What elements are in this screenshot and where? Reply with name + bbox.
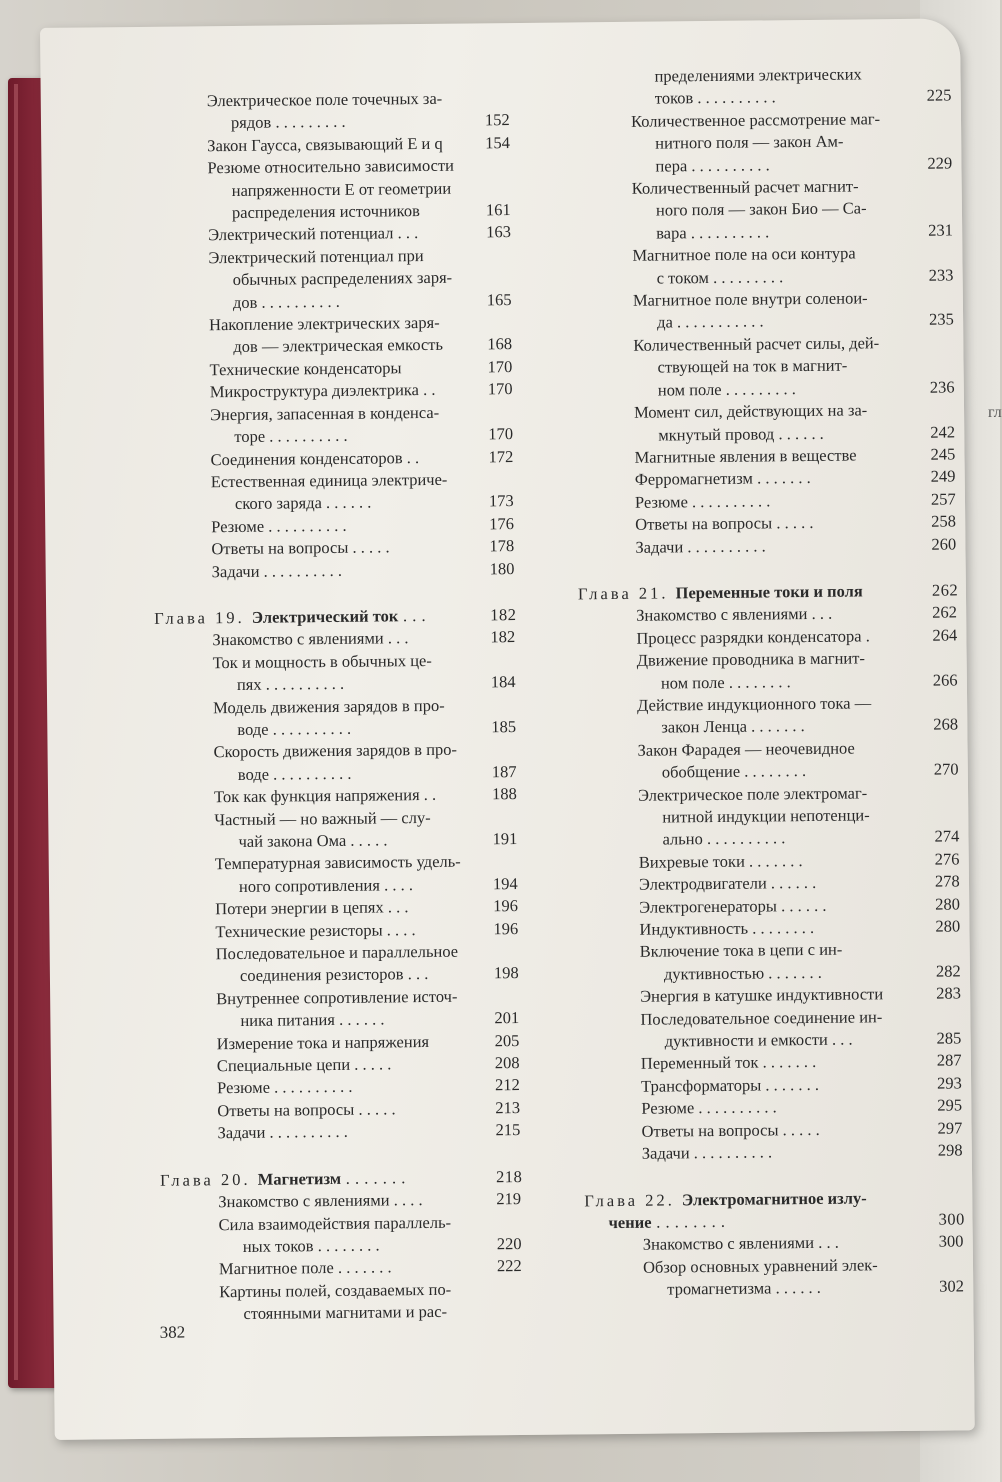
chapter-label: Глава 20.: [159, 1169, 258, 1190]
toc-entry-text: Количественный расчет магнит-: [631, 176, 859, 198]
toc-entry-text: Электрическое поле электромаг-: [637, 782, 868, 805]
toc-entry-line: [210, 401, 532, 427]
toc-entry: [579, 691, 977, 740]
toc-entry-line: [635, 533, 975, 559]
toc-entry-line: [214, 761, 536, 787]
toc-entry-text: Скорость движения зарядов в про-: [213, 740, 458, 762]
toc-entry-text: воде . . . . . . . . . .: [237, 718, 352, 739]
toc-entry-line: [643, 1275, 983, 1301]
toc-entry: [154, 557, 534, 583]
toc-page-number: 249: [930, 466, 956, 487]
toc-entry: [575, 331, 974, 402]
toc-entry-line: [208, 177, 530, 203]
toc-entry: [585, 1253, 983, 1302]
toc-entry: [151, 311, 531, 360]
toc-entry-text: Электрическое поле точечных за-: [206, 88, 443, 111]
toc-entry: [150, 244, 531, 315]
toc-entry-line: [216, 1007, 538, 1033]
toc-page-number: 219: [496, 1189, 522, 1209]
toc-entry-text: закон Ленца . . . . . . .: [661, 716, 805, 737]
toc-entry-text: Измерение тока и напряжения: [216, 1031, 430, 1053]
toc-page-number: 268: [933, 714, 959, 735]
toc-entry-text: Магнитное поле . . . . . . .: [218, 1257, 392, 1279]
toc-page-number: 220: [496, 1233, 522, 1254]
toc-entry-text: Последовательное и параллельное: [215, 941, 459, 964]
toc-entry-line: [217, 1119, 539, 1145]
toc-entry-text: нитного поля — закон Ам-: [655, 131, 844, 153]
chapter-title: Электрический ток: [251, 606, 399, 627]
toc-page-number: 154: [485, 132, 511, 153]
toc-entry-text: торе . . . . . . . . . .: [234, 425, 348, 447]
toc-entry-line: [213, 716, 535, 742]
toc-page-number: 229: [927, 153, 953, 173]
chapter-leader: . . . . . . .: [341, 1167, 406, 1188]
toc-entry-line: [219, 1300, 541, 1326]
toc-page-number: 170: [488, 424, 514, 444]
toc-page-number: 163: [486, 222, 512, 242]
toc-entry-text: чай закона Ома . . . . .: [238, 830, 388, 851]
toc-entry-text: Резюме . . . . . . . . . .: [634, 491, 771, 512]
toc-page-number: 297: [937, 1118, 963, 1138]
toc-entry: [159, 1119, 539, 1145]
toc-entry-text: Ток и мощность в обычных це-: [212, 650, 432, 672]
toc-entry-text: Знакомство с явлениями . . . .: [218, 1190, 423, 1212]
toc-entry-text: Задачи . . . . . . . . . .: [217, 1122, 348, 1143]
toc-entry-text: Закон Гаусса, связывающий E и q: [207, 133, 443, 156]
toc-page-number: 283: [936, 983, 962, 1003]
toc-page-number: 165: [486, 289, 512, 309]
toc-entry-text: Энергия в катушке индуктивности: [640, 984, 884, 1007]
toc-entry-line: [207, 87, 529, 113]
toc-entry-text: напряженности E от геометрии: [231, 178, 452, 200]
toc-page-number: 298: [937, 1140, 963, 1160]
toc-entry-line: [213, 671, 535, 697]
toc-entry-text: Задачи . . . . . . . . . .: [635, 535, 766, 557]
toc-entry-text: Процесс разрядки конденсатора .: [636, 626, 870, 648]
toc-entry-text: Включение тока в цепи с ин-: [639, 940, 843, 962]
toc-entry: [579, 736, 977, 785]
toc-entry-line: [212, 557, 534, 583]
toc-entry-text: Обзор основных уравнений элек-: [642, 1255, 878, 1277]
toc-page-number: 233: [928, 265, 954, 285]
toc-entry-text: Технические резисторы . . . .: [215, 919, 416, 941]
toc-entry-text: Знакомство с явлениями . . .: [212, 628, 409, 650]
toc-entry: [149, 87, 529, 136]
toc-page-number: 188: [491, 784, 517, 804]
toc-entry: [161, 1278, 541, 1327]
toc-page-number: 173: [488, 491, 514, 511]
toc-entry-text: Температурная зависимость удель-: [214, 852, 461, 874]
toc-entry: [155, 738, 535, 787]
toc-entry-text: Картины полей, создаваемых по-: [219, 1279, 452, 1301]
toc-page-number: 302: [939, 1276, 965, 1296]
toc-entry-text: ного поля — закон Био — Са-: [655, 198, 867, 220]
toc-page-number: 196: [493, 918, 519, 938]
toc-entry-text: Момент сил, действующих на за-: [633, 400, 868, 422]
toc-entry-text: дуктивности и емкости . . .: [664, 1029, 853, 1051]
toc-entry-line: [210, 378, 532, 404]
toc-page-number: 235: [929, 309, 954, 330]
toc-entry-text: Частный — но важный — слу-: [214, 807, 431, 829]
toc-entry-text: пера . . . . . . . . . .: [655, 154, 770, 176]
toc-page-number: 242: [930, 421, 956, 442]
toc-right-column: [572, 62, 983, 1302]
toc-page-number: 185: [491, 717, 517, 737]
toc-entry-text: Резюме . . . . . . . . . .: [211, 515, 347, 536]
toc-entry: [573, 107, 972, 178]
toc-entry-text: воде . . . . . . . . . .: [237, 763, 352, 784]
toc-page-number: 225: [926, 85, 952, 106]
toc-entry: [155, 649, 535, 698]
toc-page-number: 282: [935, 961, 961, 981]
toc-entry-text: Потери энергии в цепях . . .: [215, 897, 409, 919]
toc-entry-text: Знакомство с явлениями . . .: [642, 1233, 839, 1255]
toc-page-number: 280: [935, 894, 961, 914]
toc-entry-text: вара . . . . . . . . . .: [656, 222, 770, 243]
book-cover-edge: [14, 84, 18, 1380]
toc-page-number: 161: [485, 200, 511, 220]
toc-page-number: 287: [936, 1050, 962, 1071]
toc-entry: [149, 154, 530, 225]
toc-page-number: 168: [487, 334, 513, 354]
toc-left-column: [149, 87, 542, 1326]
toc-entry-text: Электрогенераторы . . . . . .: [639, 895, 827, 917]
toc-page-number: 201: [494, 1008, 520, 1028]
toc-page-number: 285: [936, 1028, 962, 1048]
page-number: 382: [159, 1322, 186, 1342]
chapter-label: Глава 21.: [577, 583, 676, 604]
toc-page-number: 278: [934, 871, 960, 891]
chapter-leader: . . .: [398, 605, 427, 626]
toc-entry-line: [207, 154, 529, 180]
toc-entry: [580, 781, 979, 852]
toc-page-number: 257: [930, 489, 956, 509]
toc-entry-text: Последовательное соединение ин-: [640, 1006, 883, 1029]
toc-entry-text: Ответы на вопросы . . . . .: [635, 513, 814, 534]
toc-entry-text: Внутреннее сопротивление источ-: [216, 986, 458, 1009]
toc-entry-text: пях . . . . . . . . . .: [236, 674, 345, 695]
toc-entry-text: Энергия, запасенная в конденса-: [209, 402, 440, 424]
toc-entry-text: Ток как функция напряжения . .: [213, 785, 437, 807]
toc-page-number: 300: [938, 1231, 964, 1251]
chapter-title: Электромагнитное излу-: [681, 1187, 867, 1209]
toc-page-number: 222: [496, 1256, 522, 1276]
toc-page-number: 262: [932, 602, 958, 623]
toc-entry-text: токов . . . . . . . . . .: [654, 87, 776, 108]
toc-entry-line: [642, 1139, 982, 1165]
toc-page-number: 178: [489, 536, 515, 556]
toc-entry-text: дуктивностью . . . . . . .: [663, 962, 822, 984]
toc-entry: [577, 533, 975, 560]
toc-entry-text: нитной индукции непотенци-: [662, 805, 870, 827]
toc-page-number: 274: [934, 826, 960, 847]
toc-entry-text: Задачи . . . . . . . . . .: [641, 1142, 773, 1163]
toc-entry-text: ствующей на ток в магнит-: [657, 355, 848, 377]
toc-page-number: 196: [493, 896, 519, 916]
toc-page-number: 260: [931, 533, 957, 554]
toc-entry-text: Технические конденсаторы: [209, 358, 402, 380]
toc-entry: [582, 938, 980, 987]
toc-entry-text: Переменный ток . . . . . . .: [640, 1052, 817, 1074]
toc-page-number: 300: [938, 1209, 965, 1229]
toc-page-number: 172: [488, 446, 514, 466]
toc-entry-line: [210, 445, 532, 471]
toc-page-number: 295: [937, 1095, 963, 1115]
toc-entry: [579, 646, 977, 695]
toc-entry-text: мкнутый провод . . . . . .: [658, 423, 824, 445]
toc-entry-text: ника питания . . . . . .: [240, 1009, 385, 1031]
chapter-title: Магнетизм: [257, 1168, 342, 1189]
toc-entry-text: соединения резисторов . . .: [239, 964, 429, 986]
toc-page-number: 208: [494, 1053, 520, 1073]
toc-page-number: 276: [934, 849, 960, 869]
toc-page-number: 180: [489, 558, 515, 578]
toc-page-number: 264: [932, 625, 958, 645]
toc-entry-text: ного сопротивления . . . .: [238, 874, 414, 896]
toc-entry-text: Действие индукционного тока —: [637, 693, 872, 715]
toc-entry: [158, 985, 538, 1034]
toc-entry-text: Резюме относительно зависимости: [207, 155, 455, 178]
toc-page-number: 236: [929, 377, 955, 397]
toc-entry: [584, 1139, 982, 1166]
toc-page-number: 218: [495, 1166, 523, 1186]
toc-entry-text: Ответы на вопросы . . . . .: [217, 1099, 396, 1121]
toc-page-number: 170: [487, 379, 513, 399]
toc-entry-text: дов . . . . . . . . . .: [232, 291, 340, 312]
toc-entry-text: Модель движения зарядов в про-: [213, 695, 445, 717]
toc-entry-line: [213, 693, 535, 719]
toc-entry-text: ально . . . . . . . . . .: [662, 828, 786, 849]
toc-page-number: 231: [928, 220, 954, 240]
toc-page-number: 266: [932, 669, 958, 690]
chapter-label: Глава 19.: [154, 607, 252, 628]
toc-entry: [152, 401, 532, 450]
toc-entry-text: Индуктивность . . . . . . . .: [639, 917, 815, 939]
toc-page-number: 176: [489, 513, 515, 534]
chapter-label: Глава 22.: [584, 1189, 683, 1210]
toc-entry-text: ского заряда . . . . . .: [234, 492, 372, 514]
toc-entry: [158, 940, 538, 989]
toc-entry-text: распределения источников: [231, 201, 420, 223]
toc-page-number: 215: [495, 1120, 521, 1140]
toc-entry: [153, 468, 533, 517]
toc-entry-text: Магнитные явления в веществе: [634, 445, 857, 467]
toc-page-number: 194: [492, 873, 518, 894]
book-page: [40, 18, 975, 1440]
toc-entry-text: Резюме . . . . . . . . . .: [641, 1097, 777, 1119]
toc-entry: [160, 1210, 540, 1259]
toc-entry-text: ном поле . . . . . . . . .: [657, 378, 796, 400]
toc-page-number: 212: [494, 1075, 520, 1095]
toc-entry-text: ных токов . . . . . . . .: [242, 1235, 380, 1256]
toc-entry: [574, 174, 973, 245]
toc-page-number: 191: [492, 829, 518, 849]
toc-page-number: 270: [933, 759, 959, 779]
toc-entry-line: [217, 1029, 539, 1055]
toc-entry: [156, 805, 536, 854]
toc-entry-text: рядов . . . . . . . . .: [230, 112, 346, 133]
toc-entry-line: [210, 423, 532, 449]
toc-entry: [157, 850, 537, 899]
toc-entry-text: дов — электрическая емкость: [233, 335, 444, 357]
toc-entry-text: Количественный расчет силы, дей-: [633, 333, 880, 355]
toc-entry: [575, 286, 973, 335]
toc-page-number: 152: [484, 110, 510, 130]
toc-entry-text: Задачи . . . . . . . . . .: [211, 560, 343, 581]
chapter-leader: . . . . . . . .: [651, 1211, 726, 1232]
toc-page-number: 293: [936, 1073, 962, 1093]
toc-entry-text: с током . . . . . . . . .: [656, 266, 784, 288]
toc-entry-text: Количественное рассмотрение маг-: [630, 109, 881, 131]
toc-entry-line: [211, 468, 533, 494]
toc-entry-text: Магнитное поле внутри соленои-: [632, 288, 868, 310]
toc-page-number: 182: [490, 604, 517, 625]
toc-entry-text: Специальные цепи . . . . .: [216, 1054, 392, 1076]
toc-page-number: 198: [493, 963, 519, 983]
toc-entry-text: Ответы на вопросы . . . . .: [211, 537, 390, 559]
toc-page-number: 205: [494, 1030, 520, 1050]
toc-page-number: 258: [931, 511, 957, 531]
toc-entry-text: ном поле . . . . . . . .: [660, 671, 791, 693]
chapter-title: Переменные токи и поля: [675, 581, 863, 603]
toc-entry-line: [216, 985, 538, 1011]
toc-entry-text: Резюме . . . . . . . . . .: [217, 1077, 353, 1098]
toc-page-number: 213: [495, 1097, 521, 1118]
toc-entry-text: стоянными магнитами и рас-: [243, 1301, 448, 1324]
toc-entry: [582, 1005, 980, 1054]
toc-page-number: 262: [931, 580, 959, 600]
next-page-text: гл: [988, 404, 1002, 421]
toc-entry-line: [219, 1233, 541, 1259]
toc-entry-text: Электрический потенциал при: [208, 245, 424, 268]
toc-entry-text: Накопление электрических заря-: [209, 312, 440, 335]
toc-page-number: 187: [491, 761, 517, 782]
toc-entry-text: Закон Фарадея — неочевидное: [637, 738, 855, 760]
toc-entry-text: да . . . . . . . . . . .: [657, 311, 764, 333]
toc-entry-line: [207, 132, 529, 158]
toc-entry-text: тромагнетизма . . . . . .: [667, 1278, 821, 1299]
toc-entry-text: Электродвигатели . . . . . .: [638, 873, 817, 894]
toc-entry-text: Микроструктура диэлектрика . .: [209, 380, 436, 402]
toc-entry-line: [216, 940, 538, 966]
toc-entry-line: [219, 1278, 541, 1304]
toc-entry-text: Знакомство с явлениями . . .: [636, 604, 833, 626]
toc-entry-text: Ответы на вопросы . . . . .: [641, 1119, 820, 1141]
toc-entry-text: Ферромагнетизм . . . . . . .: [634, 468, 811, 490]
toc-chapter: [584, 1186, 982, 1235]
toc-entry-line: [207, 109, 529, 135]
toc-entry-text: Сила взаимодействия параллель-: [218, 1212, 452, 1234]
toc-entry-text: Магнитное поле на оси контура: [632, 243, 856, 266]
toc-entry-text: обобщение . . . . . . . .: [661, 761, 807, 782]
toc-entry-text: Вихревые токи . . . . . . .: [638, 850, 803, 872]
toc-entry: [572, 62, 970, 111]
toc-entry-line: [219, 1255, 541, 1281]
toc-page-number: 280: [935, 916, 961, 936]
toc-entry: [574, 241, 972, 290]
toc-entry-text: обычных распределениях заря-: [232, 267, 453, 290]
toc-page-number: 182: [490, 627, 516, 647]
toc-entry-line: [213, 738, 535, 764]
toc-entry-text: Движение проводника в магнит-: [636, 648, 865, 670]
toc-entry-line: [216, 962, 538, 988]
toc-entry: [576, 398, 974, 447]
toc-page-number: 184: [490, 672, 516, 692]
toc-entry: [155, 693, 535, 742]
toc-entry-text: Трансформаторы . . . . . . .: [641, 1074, 820, 1096]
toc-entry-text: Электрический потенциал . . .: [208, 223, 419, 245]
chapter-title: чение: [608, 1212, 652, 1233]
toc-page-number: 170: [487, 356, 513, 377]
toc-entry-text: Соединения конденсаторов . .: [210, 447, 420, 469]
toc-page-number: 245: [930, 444, 956, 464]
toc-entry-text: Естественная единица электриче-: [210, 469, 448, 492]
toc-entry-text: пределениями электрических: [654, 64, 862, 86]
